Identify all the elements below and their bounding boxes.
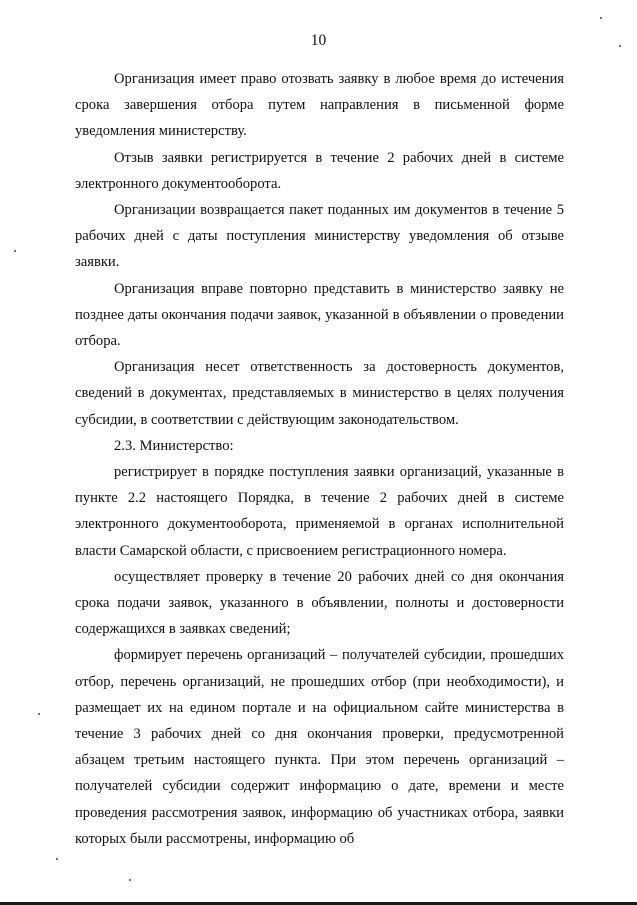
section-heading-2-3: 2.3. Министерство: xyxy=(114,437,234,454)
paragraph-documents-return: Организации возвращается пакет поданных им документов в течение 5 рабочих дней с даты поступления министерству уведомления об отзыве заявки. xyxy=(75,202,564,271)
scan-speck xyxy=(56,858,58,860)
scan-speck xyxy=(38,713,40,715)
document-body xyxy=(75,66,564,852)
scan-speck xyxy=(619,45,621,47)
page-number: 10 xyxy=(310,32,327,49)
scan-speck xyxy=(129,879,131,881)
paragraph-withdrawal-right: Организация имеет право отозвать заявку в любое время до истечения срока завершения отбора путем направления в письменной форме уведомления министерству. xyxy=(75,71,564,140)
scan-speck xyxy=(600,17,602,19)
paragraph-forms-list: формирует перечень организаций – получателей субсидии, прошедших отбор, перечень организаций, не прошедших отбор (при необходимости), и размещает их на едином портале и на официальном сайте министерства в течение 3 рабочих дней со дня окончания проверки, предусмотренной абзацем третьим настоящего пункта. При этом перечень организаций – получателей субсидии содержит информацию о дате, времени и месте проведения рассмотрения заявок, информацию об участниках отбора, заявки которых были рассмотрены, информацию об xyxy=(75,647,564,847)
scan-speck xyxy=(14,250,16,252)
paragraph-verification: осуществляет проверку в течение 20 рабочих дней со дня окончания срока подачи заявок, указанного в объявлении, полноты и достоверности содержащихся в заявках сведений; xyxy=(75,568,564,638)
paragraph-responsibility: Организация несет ответственность за достоверность документов, сведений в документах, представляемых в министерство в целях получения субсидии, в соответствии с действующим законодательством. xyxy=(75,359,564,428)
paragraph-withdrawal-registration: Отзыв заявки регистрируется в течение 2 рабочих дней в системе электронного документооборота. xyxy=(75,149,564,192)
paragraph-resubmission: Организация вправе повторно представить в министерство заявку не позднее даты окончания подачи заявок, указанной в объявлении о проведении отбора. xyxy=(75,280,564,350)
paragraph-registration-of-applications: регистрирует в порядке поступления заявки организаций, указанные в пункте 2.2 настоящего Порядка, в течение 2 рабочих дней в системе электронного документооборота, применяемой в органах исполнительной власти Самарской области, с присвоением регистрационного номера. xyxy=(75,464,564,559)
